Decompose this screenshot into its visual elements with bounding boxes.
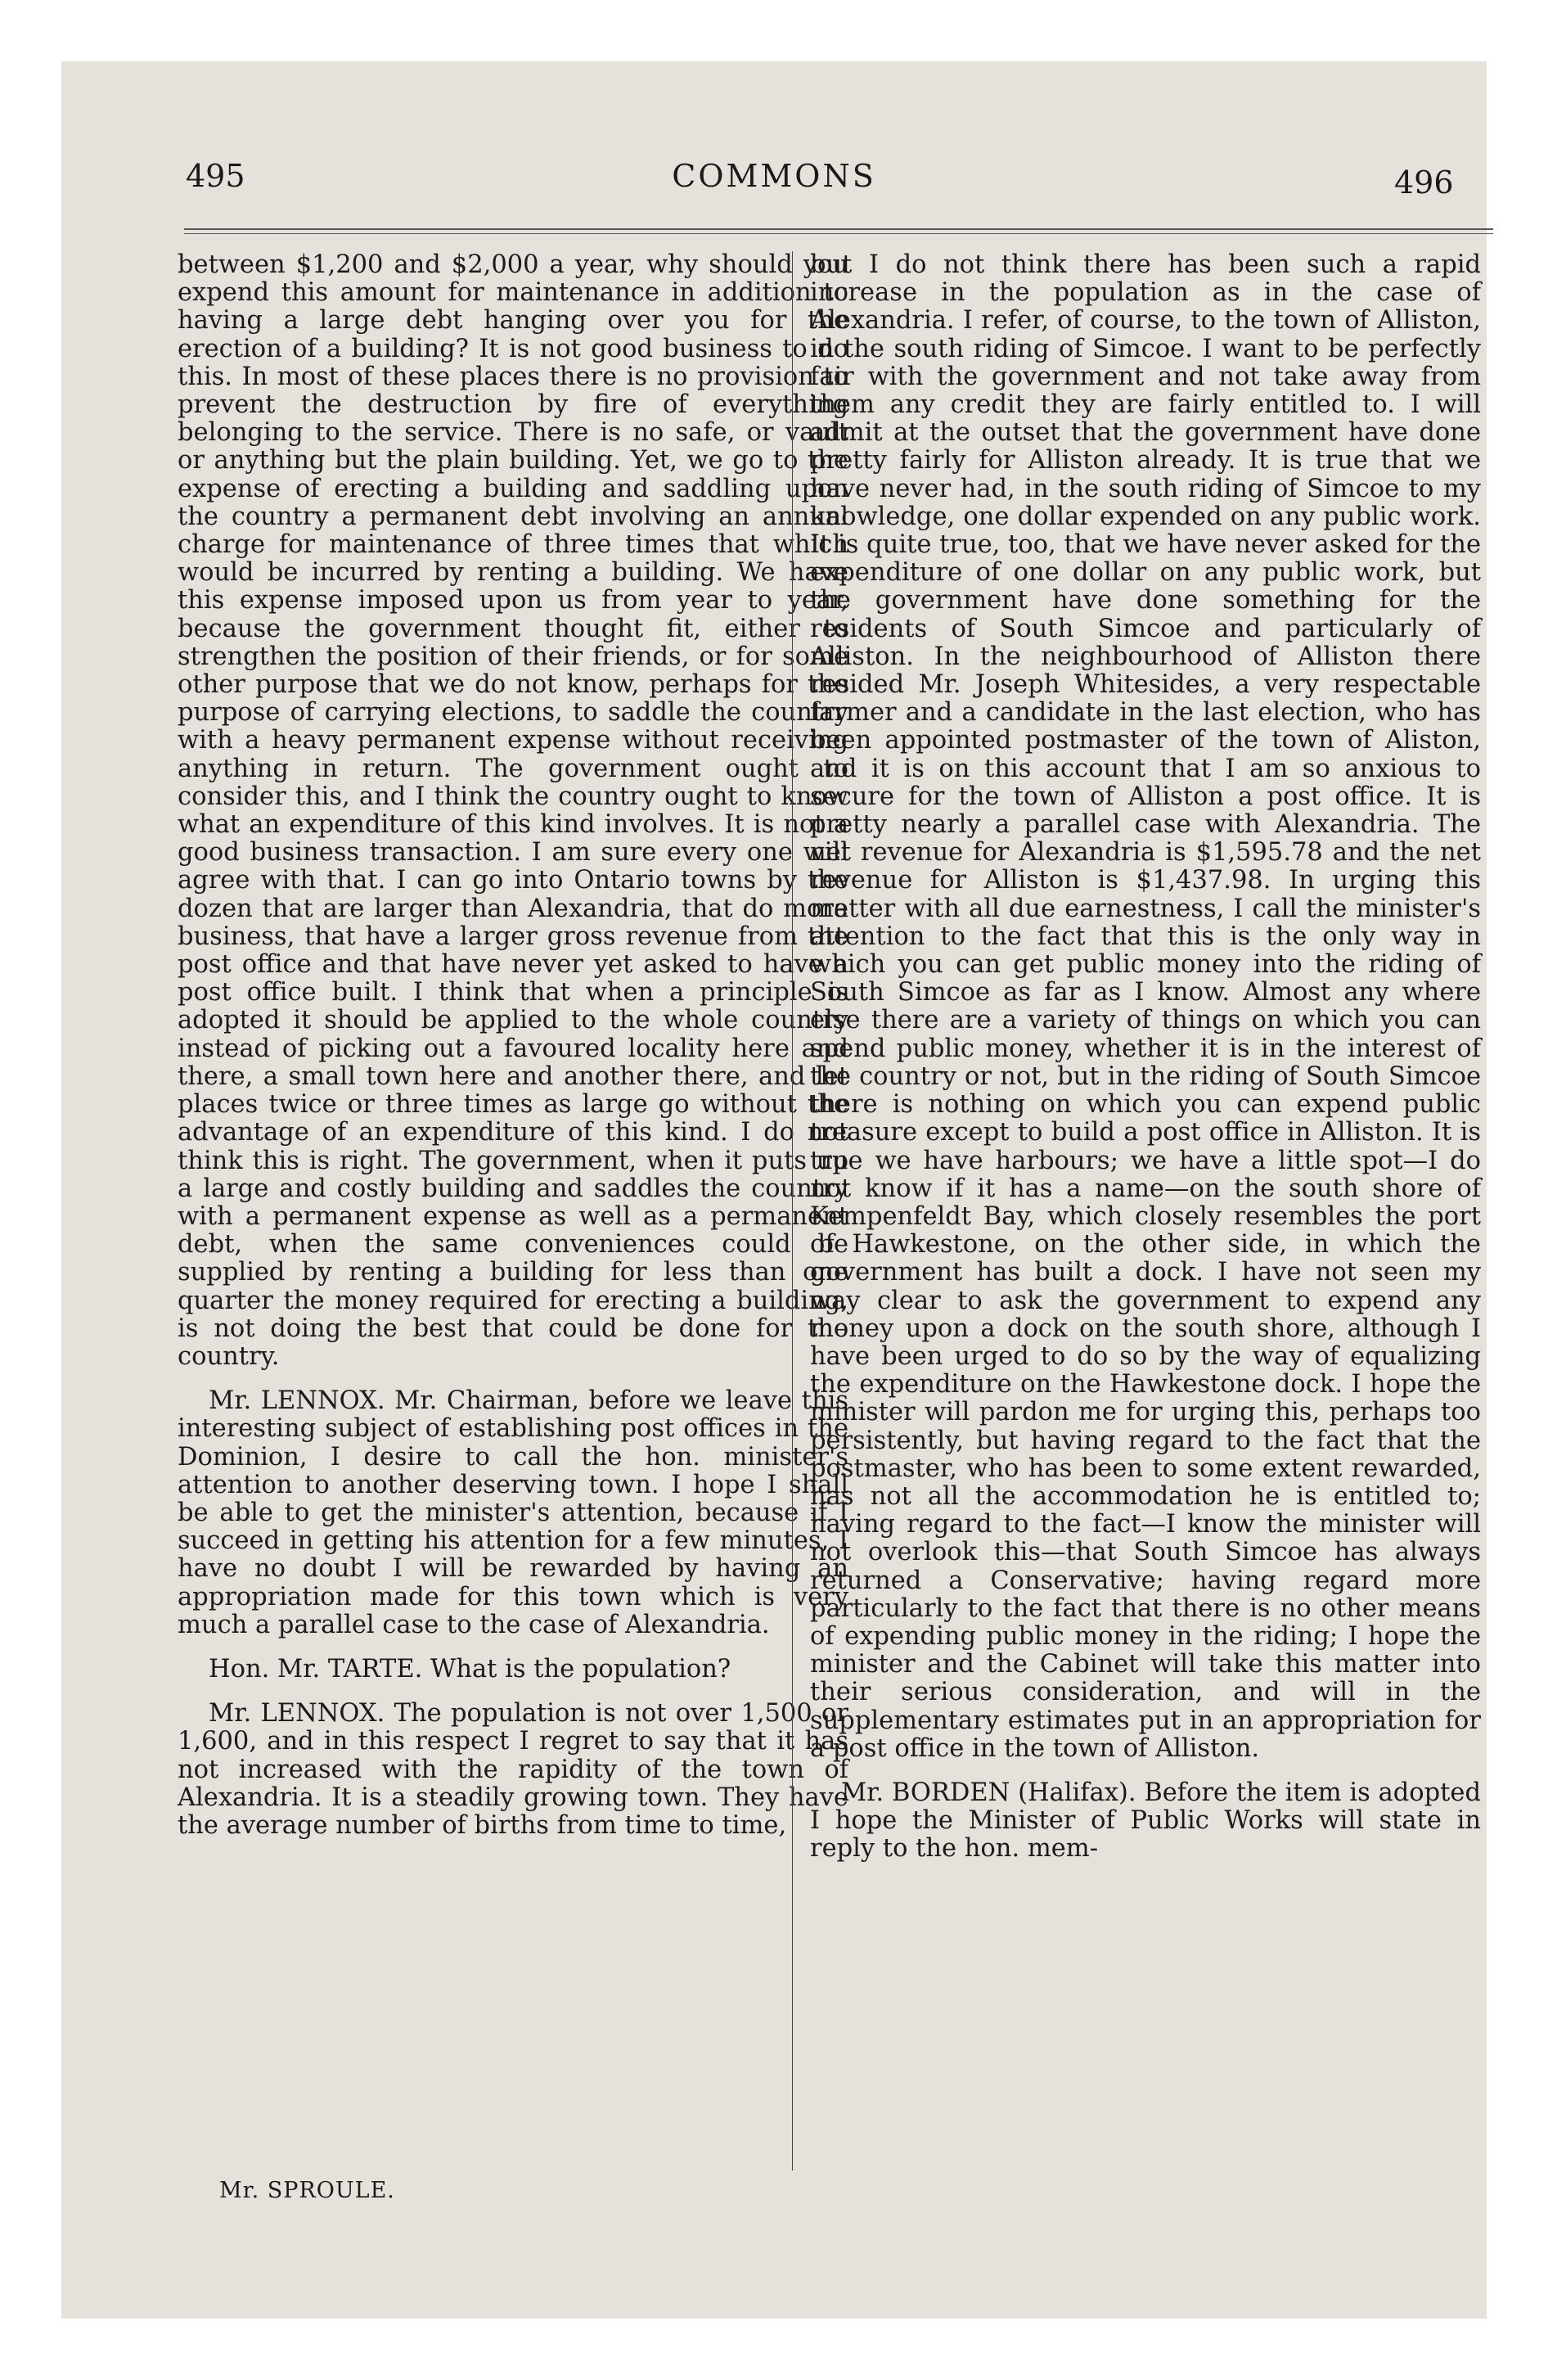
column-divider <box>792 251 793 2170</box>
page-number-right: 496 <box>1394 165 1454 201</box>
page-number-left: 495 <box>186 158 245 194</box>
lennox-reply: Mr. LENNOX. The population is not over 1,500 or 1,600, and in this respect I regret to say that it has not increased with the rapidity of the town of Alexandria. It is a steadily growing town. They have the average number of births from time to time, <box>178 1699 848 1840</box>
right-paragraph-continued: but I do not think there has been such a rapid increase in the population as in the case of Alexandria. I refer, of course, to the town of Alliston, in the south riding of Simcoe. I want to be perfectly fair with the government and not take away from them any credit they are fairly entitled to. I will admit at the outset that the government have done pretty fairly for Alliston already. It is true that we have never had, in the south riding of Simcoe to my knowledge, one dollar expended on any public work. It is quite true, too, that we have never asked for the expenditure of one dollar on any public work, but the government have done something for the residents of South Simcoe and particularly of Alliston. In the neighbourhood of Alliston there resided Mr. Joseph Whitesides, a very respectable farmer and a candidate in the last election, who has been appointed postmaster of the town of Aliston, and it is on this account that I am so anxious to secure for the town of Alliston a post office. It is pretty nearly a parallel case with Alexandria. The net revenue for Alexandria is $1,595.78 and the net revenue for Alliston is $1,437.98. In urging this matter with all due earnestness, I call the minister's attention to the fact that this is the only way in which you can get public money into the riding of South Simcoe as far as I know. Almost any where else there are a variety of things on which you can spend public money, whether it is in the interest of the country or not, but in the riding of South Simcoe there is nothing on which you can expend public treasure except to build a post office in Alliston. It is true we have harbours; we have a little spot—I do not know if it has a name—on the south shore of Kempenfeldt Bay, which closely resembles the port of Hawkestone, on the other side, in which the government has built a dock. I have not seen my way clear to ask the government to expend any money upon a dock on the south shore, although I have been urged to do so by the way of equalizing the expenditure on the Hawkestone dock. I hope the minister will pardon me for urging this, perhaps too persistently, but having regard to the fact that the postmaster, who has been to some extent rewarded, has not all the accommodation he is entitled to; having regard to the fact—I know the minister will not overlook this—that South Simcoe has always returned a Conservative; having regard more particularly to the fact that there is no other means of expending public money in the riding; I hope the minister and the Cabinet will take this matter into their serious consideration, and will in the supplementary estimates put in an appropriation for a post office in the town of Alliston. <box>810 250 1481 1763</box>
header-rule <box>184 228 1493 234</box>
borden-remark: Mr. BORDEN (Halifax). Before the item is adopted I hope the Minister of Public Works will state in reply to the hon. mem- <box>810 1778 1481 1864</box>
left-paragraph-continued: between $1,200 and $2,000 a year, why should you expend this amount for maintenance in addition to having a large debt hanging over you for the erection of a building? It is not good business to do this. In most of these places there is no provision to prevent the destruction by fire of everything belonging to the service. There is no safe, or vault or anything but the plain building. Yet, we go to the expense of erecting a building and saddling upon the country a permanent debt involving an annual charge for maintenance of three times that which would be incurred by renting a building. We have this expense imposed upon us from year to year, because the government thought fit, either to strengthen the position of their friends, or for some other purpose that we do not know, perhaps for the purpose of carrying elections, to saddle the country with a heavy permanent expense without receiving anything in return. The government ought to consider this, and I think the country ought to know what an expenditure of this kind involves. It is not a good business transaction. I am sure every one will agree with that. I can go into Ontario towns by the dozen that are larger than Alexandria, that do more business, that have a larger gross revenue from the post office and that have never yet asked to have a post office built. I think that when a principle is adopted it should be applied to the whole country instead of picking out a favoured locality here and there, a small town here and another there, and let places twice or three times as large go without the advantage of an expenditure of this kind. I do not think this is right. The government, when it puts up a large and costly building and saddles the country with a permanent expense as well as a permanent debt, when the same conveniences could be supplied by renting a building for less than one quarter the money required for erecting a building, is not doing the best that could be done for the country. <box>178 250 848 1371</box>
tarte-question: Hon. Mr. TARTE. What is the population? <box>209 1654 731 1684</box>
lennox-remark: Mr. LENNOX. Mr. Chairman, before we leave this interesting subject of establishing post offices in the Dominion, I desire to call the hon. minister's attention to another deserving town. I hope I shall be able to get the minister's attention, because if I succeed in getting his attention for a few minutes, I have no doubt I will be rewarded by having an appropriation made for this town which is very much a parallel case to the case of Alexandria. <box>178 1386 848 1639</box>
footer-speaker: Mr. SPROULE. <box>219 2178 395 2203</box>
page-header <box>61 158 1487 207</box>
hansard-page <box>61 61 1487 2319</box>
right-column <box>810 251 1481 1864</box>
left-column <box>178 251 848 1840</box>
running-title: COMMONS <box>672 158 876 194</box>
